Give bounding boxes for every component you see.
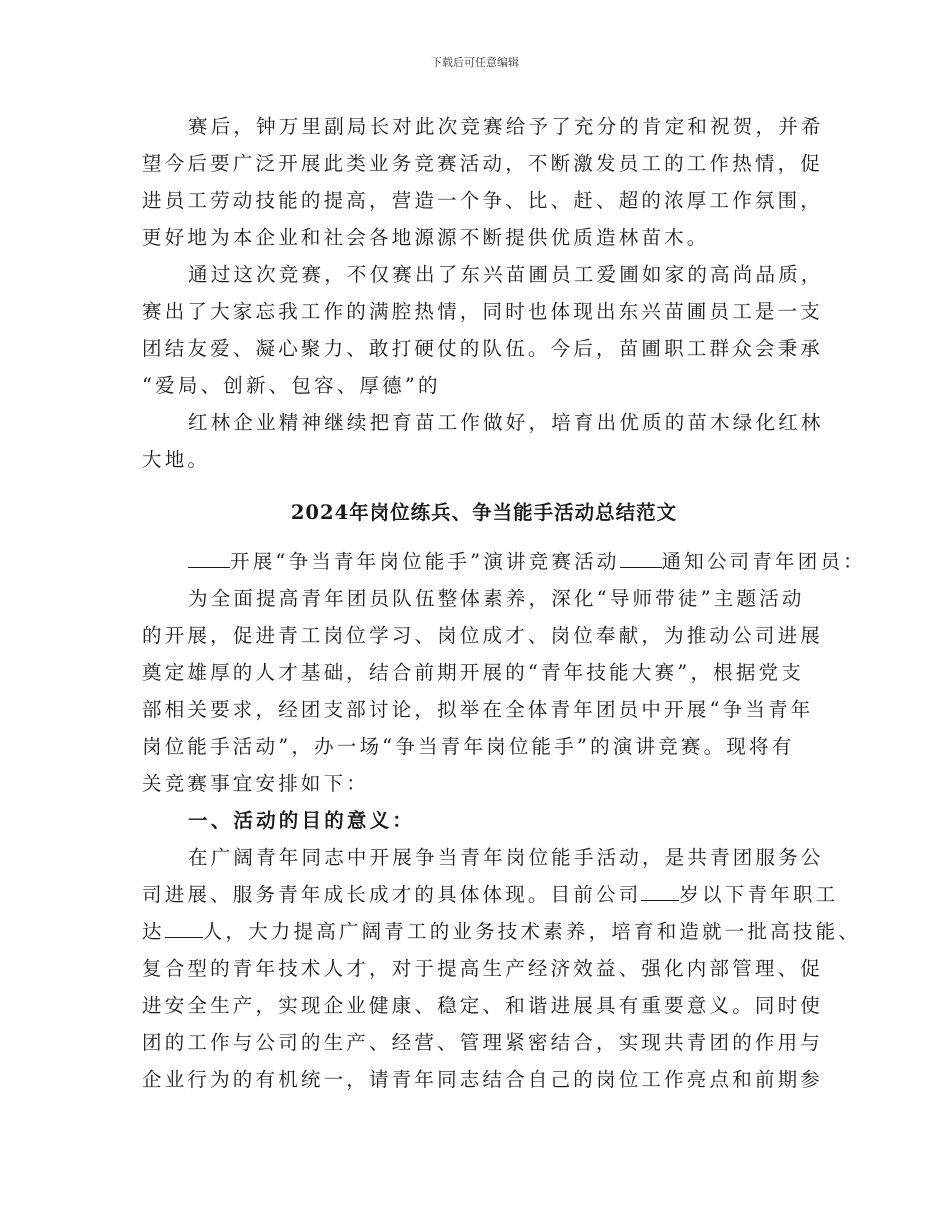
text-line: 岗位能手活动”，办一场“争当青年岗位能手”的演讲竞赛。现将有 bbox=[142, 735, 795, 758]
fill-in-blank bbox=[641, 881, 679, 901]
text-line: 复合型的青年技术人才，对于提高生产经济效益、强化内部管理、促 bbox=[142, 957, 824, 980]
text-segment: 岁以下青年职工 bbox=[679, 883, 839, 906]
page-header: 下载后可任意编辑 bbox=[431, 56, 519, 69]
text-line: 进员工劳动技能的提高，营造一个争、比、赶、超的浓厚工作氛围， bbox=[142, 189, 824, 212]
notice-text: 通知公司青年团员： bbox=[661, 550, 866, 573]
text-line: 红林企业精神继续把育苗工作做好，培育出优质的苗木绿化红林 bbox=[188, 411, 824, 434]
text-line: 团结友爱、凝心聚力、敢打硬仗的队伍。今后，苗圃职工群众会秉承 bbox=[142, 337, 824, 360]
section-subheading: 一、活动的目的意义： bbox=[188, 809, 416, 832]
text-line bbox=[142, 876, 839, 913]
document-title: 2024年岗位练兵、争当能手活动总结范文 bbox=[290, 501, 678, 524]
text-segment: 达 bbox=[142, 920, 165, 943]
text-line: “爱局、创新、包容、厚德”的 bbox=[142, 374, 441, 397]
text-line: 进安全生产，实现企业健康、稳定、和谐进展具有重要意义。同时使 bbox=[142, 994, 824, 1017]
paragraph-enterprise-spirit bbox=[142, 404, 826, 478]
text-line: 为全面提高青年团员队伍整体素养，深化“导师带徒”主题活动 bbox=[188, 587, 805, 610]
text-line: 关竞赛事宜安排如下： bbox=[142, 772, 370, 795]
text-line: 大地。 bbox=[142, 448, 211, 471]
text-line: 通过这次竞赛，不仅赛出了东兴苗圃员工爱圃如家的高尚品质， bbox=[188, 263, 824, 286]
text-line: 更好地为本企业和社会各地源源不断提供优质造林苗木。 bbox=[142, 226, 710, 249]
paragraph-competition-summary bbox=[142, 108, 826, 256]
text-segment: 人，大力提高广阔青工的业务技术素养，培育和造就一批高技能、 bbox=[202, 920, 862, 943]
text-line: 的开展，促进青工岗位学习、岗位成才、岗位奉献，为推动公司进展 bbox=[142, 624, 824, 647]
paragraph-purpose-detail bbox=[142, 839, 862, 1098]
text-line bbox=[142, 913, 862, 950]
text-line: 赛后，钟万里副局长对此次竞赛给予了充分的肯定和祝贺，并希 bbox=[188, 115, 824, 138]
fill-in-blank bbox=[620, 548, 662, 568]
notice-text: 开展“争当青年岗位能手”演讲竞赛活动 bbox=[230, 550, 620, 573]
text-line: 团的工作与公司的生产、经营、管理紧密结合，实现共青团的作用与 bbox=[142, 1031, 824, 1054]
fill-in-blank bbox=[165, 918, 203, 938]
paragraph-purpose-intro bbox=[142, 580, 826, 802]
text-line: 部相关要求，经团支部讨论，拟举在全体青年团员中开展“争当青年 bbox=[142, 698, 814, 721]
text-line: 在广阔青年同志中开展争当青年岗位能手活动，是共青团服务公 bbox=[188, 846, 824, 869]
text-segment: 司进展、服务青年成长成才的具体体现。目前公司 bbox=[142, 883, 642, 906]
document-body bbox=[142, 108, 866, 1098]
notice-line bbox=[142, 543, 866, 580]
text-line: 企业行为的有机统一，请青年同志结合自己的岗位工作亮点和前期参 bbox=[142, 1068, 824, 1091]
text-line: 奠定雄厚的人才基础，结合前期开展的“青年技能大赛”，根据党支 bbox=[142, 661, 804, 684]
paragraph-competition-outcome bbox=[142, 256, 826, 404]
text-line: 赛出了大家忘我工作的满腔热情，同时也体现出东兴苗圃员工是一支 bbox=[142, 300, 824, 323]
text-line: 望今后要广泛开展此类业务竞赛活动，不断激发员工的工作热情，促 bbox=[142, 152, 824, 175]
fill-in-blank bbox=[188, 548, 230, 568]
